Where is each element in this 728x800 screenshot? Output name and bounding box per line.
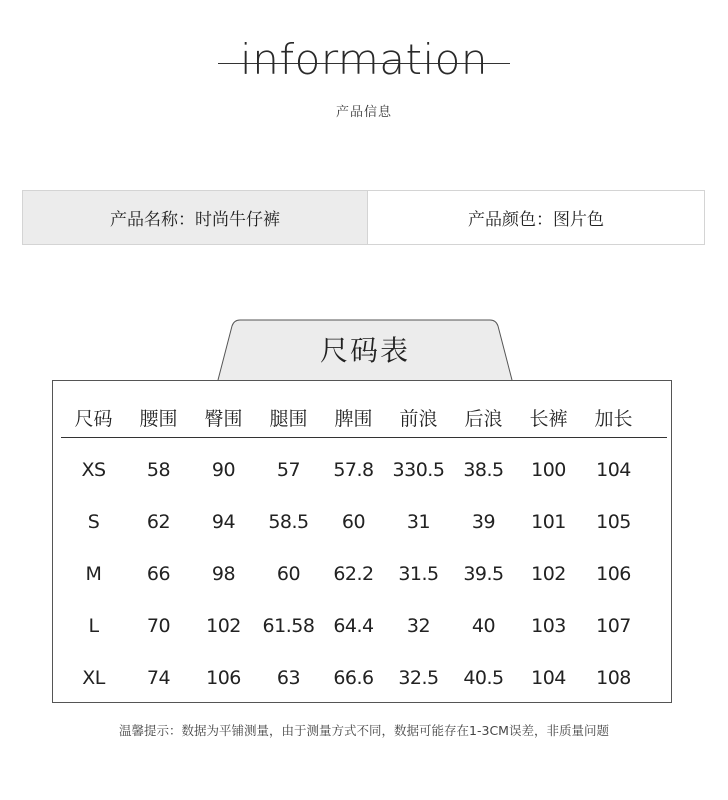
table-cell: 57.8 [333,459,374,481]
table-cell: 57 [276,459,301,481]
table-cell: 106 [596,563,631,585]
table-body [61,444,667,704]
size-chart-title: 尺码表 [319,334,410,367]
size-label: XL [82,667,105,689]
table-cell: 102 [531,563,566,585]
table-cell: 39.5 [463,563,504,585]
table-cell: 106 [206,667,241,689]
column-header: 加长 [594,408,633,430]
table-cell: 101 [531,511,566,533]
table-cell: 32.5 [398,667,439,689]
measurement-note: 温馨提示：数据为平铺测量，由于测量方式不同，数据可能存在1-3CM误差，非质量问题 [119,723,609,738]
table-cell: 39 [471,511,496,533]
table-cell: 66 [146,563,171,585]
table-header [61,401,667,438]
column-header: 长裤 [529,408,568,430]
column-header: 尺码 [74,408,113,430]
column-header: 腰围 [139,408,178,430]
column-header: 后浪 [464,408,503,430]
table-cell: 64.4 [333,615,374,637]
table-cell: 38.5 [463,459,504,481]
table-cell: 40 [471,615,496,637]
column-header: 前浪 [399,408,438,430]
table-cell: 31.5 [398,563,439,585]
table-cell: 100 [531,459,566,481]
table-cell: 103 [531,615,566,637]
size-label: M [85,563,102,585]
table-cell: 32 [406,615,431,637]
table-cell: 104 [596,459,631,481]
size-table [52,380,672,703]
table-cell: 58.5 [268,511,309,533]
table-cell: 62.2 [333,563,374,585]
table-cell: 61.58 [262,615,315,637]
table-cell: 31 [406,511,431,533]
table-cell: 102 [206,615,241,637]
column-header: 臀围 [204,408,243,430]
table-cell: 63 [276,667,301,689]
table-cell: 94 [211,511,236,533]
size-label: XS [81,459,106,481]
table-cell: 104 [531,667,566,689]
table-row [61,496,667,548]
product-info-bar [22,190,705,245]
table-cell: 98 [211,563,236,585]
table-cell: 107 [596,615,631,637]
table-cell: 74 [146,667,171,689]
product-name: 产品名称：时尚牛仔裤 [23,191,368,244]
table-cell: 60 [276,563,301,585]
table-row [61,600,667,652]
table-cell: 40.5 [463,667,504,689]
table-cell: 62 [146,511,171,533]
section-subtitle: 产品信息 [335,105,392,120]
table-row [61,652,667,704]
column-header: 脾围 [334,408,373,430]
table-cell: 108 [596,667,631,689]
section-title: information [240,35,488,84]
table-cell: 330.5 [392,459,445,481]
table-row [61,444,667,496]
product-color: 产品颜色：图片色 [368,191,704,244]
table-cell: 66.6 [333,667,374,689]
column-header: 腿围 [269,408,308,430]
table-cell: 60 [341,511,366,533]
table-cell: 105 [596,511,631,533]
table-cell: 58 [146,459,171,481]
table-cell: 90 [211,459,236,481]
size-label: S [87,511,100,533]
table-cell: 70 [146,615,171,637]
size-label: L [88,615,99,637]
table-row [61,548,667,600]
